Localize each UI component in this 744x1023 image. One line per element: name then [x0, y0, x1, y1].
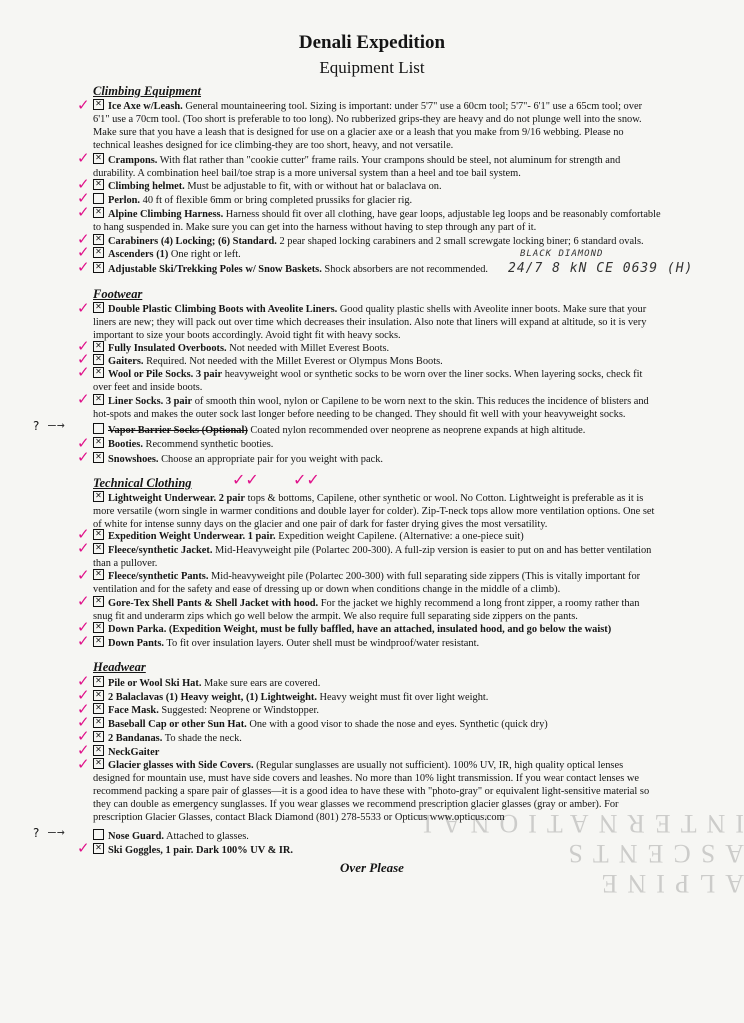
- check-mark-icon: ✓: [77, 363, 90, 381]
- section-footwear: Footwear: [93, 287, 143, 301]
- check-mark-icon: ✓: [77, 350, 90, 368]
- check-mark-icon: ✓: [77, 299, 90, 317]
- item-desc: Choose an appropriate pair for you weight with pack.: [158, 454, 384, 465]
- check-mark-icon: ✓: [77, 243, 90, 261]
- item-name: Liner Socks. 3 pair: [108, 396, 193, 407]
- item-name: Expedition Weight Underwear. 1 pair.: [108, 531, 276, 542]
- check-mark-icon: ✓: [77, 337, 90, 355]
- item-name: NeckGaiter: [108, 747, 160, 758]
- item-socks: [93, 367, 661, 394]
- item-name: Perlon.: [108, 195, 141, 206]
- item-name: Lightweight Underwear. 2 pair: [108, 493, 246, 504]
- checkbox-icon[interactable]: [93, 731, 104, 742]
- checkbox-icon[interactable]: [93, 529, 104, 540]
- item-vapor-barrier-socks: [93, 423, 661, 437]
- checkbox-icon[interactable]: [93, 843, 104, 854]
- item-name: Climbing helmet.: [108, 181, 185, 192]
- item-fleece-jacket: [93, 543, 661, 570]
- item-name: Ascenders (1): [108, 249, 169, 260]
- check-mark-icon: ✓: [77, 149, 90, 167]
- checkbox-icon[interactable]: [93, 543, 104, 554]
- checkbox-icon[interactable]: [93, 829, 104, 840]
- item-desc: To shade the neck.: [162, 733, 242, 744]
- checkbox-icon[interactable]: [93, 193, 104, 204]
- item-desc: Expedition weight Capilene. (Alternative: a one-piece suit): [275, 531, 524, 542]
- question-mark: ?: [33, 826, 40, 840]
- check-mark-icon: ✓: [77, 839, 90, 857]
- check-mark-icon: ✓: [77, 713, 90, 731]
- item-underwear: [93, 491, 661, 531]
- item-gaiters: [93, 354, 661, 368]
- checkbox-icon[interactable]: [93, 437, 104, 448]
- check-mark-icon: ✓: [77, 727, 90, 745]
- item-desc: For the jacket we highly recommend a long front zipper, a roomy rather than snug fit and underarm zips which go well below the armpit. We also require full separating side zippers on the pants.: [93, 598, 640, 622]
- item-name: Baseball Cap or other Sun Hat.: [108, 719, 247, 730]
- checkbox-icon[interactable]: [93, 703, 104, 714]
- item-desc: Must be adjustable to fit, with or without hat or balaclava on.: [184, 181, 442, 192]
- checkbox-icon[interactable]: [93, 354, 104, 365]
- item-desc: General mountaineering tool. Sizing is important: under 5'7" use a 60cm tool; 5'7"- 6'1" use a 65cm tool; over 6'1" use a 70cm tool. (Too short is preferable to too long). No rubberized grips-they are heavy and do not plunge well into the snow. Make sure that you have a leash that is designed for use on a glacier axe or a leash that you make from 9/16 webbing. Please no technical leashes designed for ice climbing-they are too short, heavy, and not versatile.: [93, 101, 643, 151]
- check-mark-icon: ✓: [77, 525, 90, 543]
- item-desc: Harness should fit over all clothing, have gear loops, adjustable leg loops and be reasonably comfortable to hang suspended in. Make sure you can get into the harness without having to step through any part of it.: [93, 209, 661, 233]
- item-name: Carabiners (4) Locking; (6) Standard.: [108, 236, 277, 247]
- item-booties: [93, 437, 661, 451]
- checkbox-icon[interactable]: [93, 423, 104, 434]
- item-expedition-underwear: [93, 529, 661, 543]
- item-desc: With flat rather than "cookie cutter" frame rails. Your crampons should be steel, not aluminum for strength and durability. A combination heel bail/toe strap is a more universal system than a heel and toe bail system.: [93, 155, 621, 179]
- checkbox-icon[interactable]: [93, 690, 104, 701]
- checkbox-icon[interactable]: [93, 622, 104, 633]
- item-carabiners: [93, 234, 661, 248]
- item-crampons: [93, 153, 661, 180]
- check-mark-icon: ✓✓: [232, 470, 259, 489]
- item-desc: 2 pear shaped locking carabiners and 2 small screwgate locking biner; 6 standard ovals.: [276, 236, 644, 247]
- item-name: Double Plastic Climbing Boots with Aveolite Liners.: [108, 304, 338, 315]
- check-mark-icon: ✓: [77, 741, 90, 759]
- item-name: Fleece/synthetic Pants.: [108, 571, 209, 582]
- arrow-icon: —→: [48, 825, 66, 840]
- item-overboots: [93, 341, 661, 355]
- item-desc: Good quality plastic shells with Aveolite inner boots. Make sure that your liners are new; they will pack out over time which decreases their insulation. Also note that liners will expand at altitude, so it is very important to size your boots accordingly. Avoid tight fit with heavy socks.: [93, 304, 647, 341]
- item-name: Ski Goggles, 1 pair. Dark 100% UV & IR.: [108, 845, 294, 856]
- over-please-footer: Over Please: [340, 860, 404, 875]
- item-desc: heavyweight wool or synthetic socks to be worn over the liner socks. When layering socks, check fit over feet and inside boots.: [93, 369, 643, 393]
- item-down-parka: [93, 622, 661, 636]
- checkbox-icon[interactable]: [93, 636, 104, 647]
- checkbox-icon[interactable]: [93, 717, 104, 728]
- item-name: Nose Guard.: [108, 831, 164, 842]
- check-mark-icon: ✓: [77, 672, 90, 690]
- check-mark-icon: ✓: [77, 390, 90, 408]
- item-desc: Mid-heavyweight pile (Polartec 200-300) with full separating side zippers (This is vitally important for ventilation and for the safety and ease of dressing up or down when conditions change in the middle of a climb).: [93, 571, 641, 595]
- item-name: Glacier glasses with Side Covers.: [108, 760, 254, 771]
- checkbox-icon[interactable]: [93, 491, 104, 502]
- item-name: Gaiters.: [108, 356, 144, 367]
- item-perlon: [93, 193, 661, 207]
- item-name: Snowshoes.: [108, 454, 159, 465]
- item-goggles: [93, 843, 661, 857]
- check-mark-icon: ✓: [77, 434, 90, 452]
- item-desc: Attached to glasses.: [164, 831, 249, 842]
- item-name: Face Mask.: [108, 705, 159, 716]
- bleed-through-logo: ALPINE ASCENTS INTERNATIONAL: [406, 809, 744, 898]
- section-headwear: Headwear: [93, 660, 146, 674]
- handwritten-note-brand: BLACK DIAMOND: [520, 249, 604, 259]
- item-name: Down Pants.: [108, 638, 165, 649]
- item-name: 2 Balaclavas (1) Heavy weight, (1) Lightweight.: [108, 692, 317, 703]
- check-mark-icon: ✓: [77, 448, 90, 466]
- check-mark-icon: ✓: [77, 230, 90, 248]
- check-mark-icon: ✓✓: [293, 470, 320, 489]
- section-climbing-equipment: Climbing Equipment: [93, 84, 202, 98]
- checkbox-icon[interactable]: [93, 596, 104, 607]
- item-name: Adjustable Ski/Trekking Poles w/ Snow Baskets.: [108, 264, 322, 275]
- item-baseball-cap: [93, 717, 661, 731]
- item-desc: Coated nylon recommended over neoprene as neoprene expands at high altitude.: [247, 425, 586, 436]
- section-technical-clothing: Technical Clothing: [93, 476, 192, 490]
- item-nose-guard: [93, 829, 661, 843]
- checkbox-icon[interactable]: [93, 234, 104, 245]
- check-mark-icon: ✓: [77, 632, 90, 650]
- check-mark-icon: ✓: [77, 175, 90, 193]
- checkbox-icon[interactable]: [93, 758, 104, 769]
- item-boots: [93, 302, 661, 342]
- check-mark-icon: ✓: [77, 203, 90, 221]
- item-desc: 40 ft of flexible 6mm or bring completed prussiks for glacier rig.: [140, 195, 413, 206]
- item-balaclavas: [93, 690, 661, 704]
- item-name: Booties.: [108, 439, 143, 450]
- item-name: Vapor Barrier Socks (Optional): [108, 425, 248, 436]
- item-name: 2 Bandanas.: [108, 733, 163, 744]
- item-name: Pile or Wool Ski Hat.: [108, 678, 202, 689]
- item-neckgaiter: [93, 745, 661, 759]
- item-desc: (Regular sunglasses are usually not sufficient). 100% UV, IR, high quality optical lenses designed for mountain use, must have side covers and leashes. No more than 10% light transmission. If you wear contact lenses we recommend packing a spare pair of glasses—it is a good idea to have these with "photo-gray" or equivalent light-sensitive material so they can double as emergency sunglasses. If you wear glasses we recommend prescription glacier glasses (gray or amber). For prescription Glacier Glasses, contact Black Diamond (801) 278-5533 or Opticus www.opticus.com: [93, 760, 650, 823]
- check-mark-icon: ✓: [77, 592, 90, 610]
- item-desc: Mid-Heavyweight pile (Polartec 200-300). A full-zip version is easier to put on and has better ventilation than a pullover.: [93, 545, 652, 569]
- item-name: Alpine Climbing Harness.: [108, 209, 224, 220]
- check-mark-icon: ✓: [77, 755, 90, 773]
- checkbox-icon[interactable]: [93, 207, 104, 218]
- check-mark-icon: ✓: [77, 700, 90, 718]
- item-ski-hat: [93, 676, 661, 690]
- item-desc: Heavy weight must fit over light weight.: [316, 692, 489, 703]
- item-desc: Make sure ears are covered.: [201, 678, 321, 689]
- item-name: Gore-Tex Shell Pants & Shell Jacket with hood.: [108, 598, 319, 609]
- item-down-pants: [93, 636, 661, 650]
- item-snowshoes: [93, 452, 661, 466]
- checkbox-icon[interactable]: [93, 394, 104, 405]
- item-name: Crampons.: [108, 155, 158, 166]
- item-liner-socks: [93, 394, 661, 421]
- item-desc: Not needed with Millet Everest Boots.: [226, 343, 390, 354]
- item-desc: Suggested: Neoprene or Windstopper.: [158, 705, 319, 716]
- item-name: Wool or Pile Socks. 3 pair: [108, 369, 223, 380]
- checkbox-icon[interactable]: [93, 179, 104, 190]
- item-name: Fully Insulated Overboots.: [108, 343, 227, 354]
- item-ice-axe: [93, 99, 661, 152]
- check-mark-icon: ✓: [77, 686, 90, 704]
- checkbox-icon[interactable]: [93, 99, 104, 110]
- checkbox-icon[interactable]: [93, 676, 104, 687]
- check-mark-icon: ✓: [77, 189, 90, 207]
- item-desc: Required. Not needed with the Millet Everest or Olympus Mons Boots.: [143, 356, 443, 367]
- handwritten-note-rating: 24/7 8 kN CE 0639 (H): [508, 261, 694, 276]
- item-face-mask: [93, 703, 661, 717]
- item-desc: tops & bottoms, Capilene, other synthetic or wool. No Cotton. Lightweight is preferable as it is more versatile (worn single in warmer conditions and double layer for colder). Zip-T-neck tops allow more ventilation options. One set of white for intense sunny days on the glacier and one pair of dark for faster drying gives the most versatility.: [93, 493, 655, 530]
- item-goretex: [93, 596, 661, 623]
- checkbox-icon[interactable]: [93, 367, 104, 378]
- item-helmet: [93, 179, 661, 193]
- checkbox-icon[interactable]: [93, 452, 104, 463]
- item-name: Down Parka. (Expedition Weight, must be fully baffled, have an attached, insulated hood, and go below the waist): [108, 624, 612, 635]
- item-desc: of smooth thin wool, nylon or Capilene to be worn next to the skin. This reduces the incidence of blisters and hot-spots and makes the outer sock last longer before needing to be changed. They should fit well with your heavyweight socks.: [93, 396, 649, 420]
- arrow-icon: —→: [48, 418, 66, 433]
- item-desc: Recommend synthetic booties.: [142, 439, 274, 450]
- check-mark-icon: ✓: [77, 258, 90, 276]
- checkbox-icon[interactable]: [93, 153, 104, 164]
- item-harness: [93, 207, 661, 234]
- page-subtitle: Equipment List: [319, 58, 425, 77]
- item-name: Fleece/synthetic Jacket.: [108, 545, 213, 556]
- item-name: Ice Axe w/Leash.: [108, 101, 183, 112]
- item-bandanas: [93, 731, 661, 745]
- item-desc: One right or left.: [168, 249, 241, 260]
- page-title: Denali Expedition: [298, 32, 446, 53]
- checkbox-icon[interactable]: [93, 341, 104, 352]
- check-mark-icon: ✓: [77, 618, 90, 636]
- checkbox-icon[interactable]: [93, 247, 104, 258]
- item-glacier-glasses: [93, 758, 661, 824]
- item-fleece-pants: [93, 569, 661, 596]
- check-mark-icon: ✓: [77, 539, 90, 557]
- check-mark-icon: ✓: [77, 566, 90, 584]
- item-desc: One with a good visor to shade the nose and eyes. Synthetic (quick dry): [246, 719, 548, 730]
- item-desc: Shock absorbers are not recommended.: [321, 264, 489, 275]
- question-mark: ?: [33, 419, 40, 433]
- check-mark-icon: ✓: [77, 96, 90, 114]
- checkbox-icon[interactable]: [93, 302, 104, 313]
- checkbox-icon[interactable]: [93, 569, 104, 580]
- checkbox-icon[interactable]: [93, 745, 104, 756]
- checkbox-icon[interactable]: [93, 262, 104, 273]
- item-desc: To fit over insulation layers. Outer shell must be windproof/water resistant.: [164, 638, 480, 649]
